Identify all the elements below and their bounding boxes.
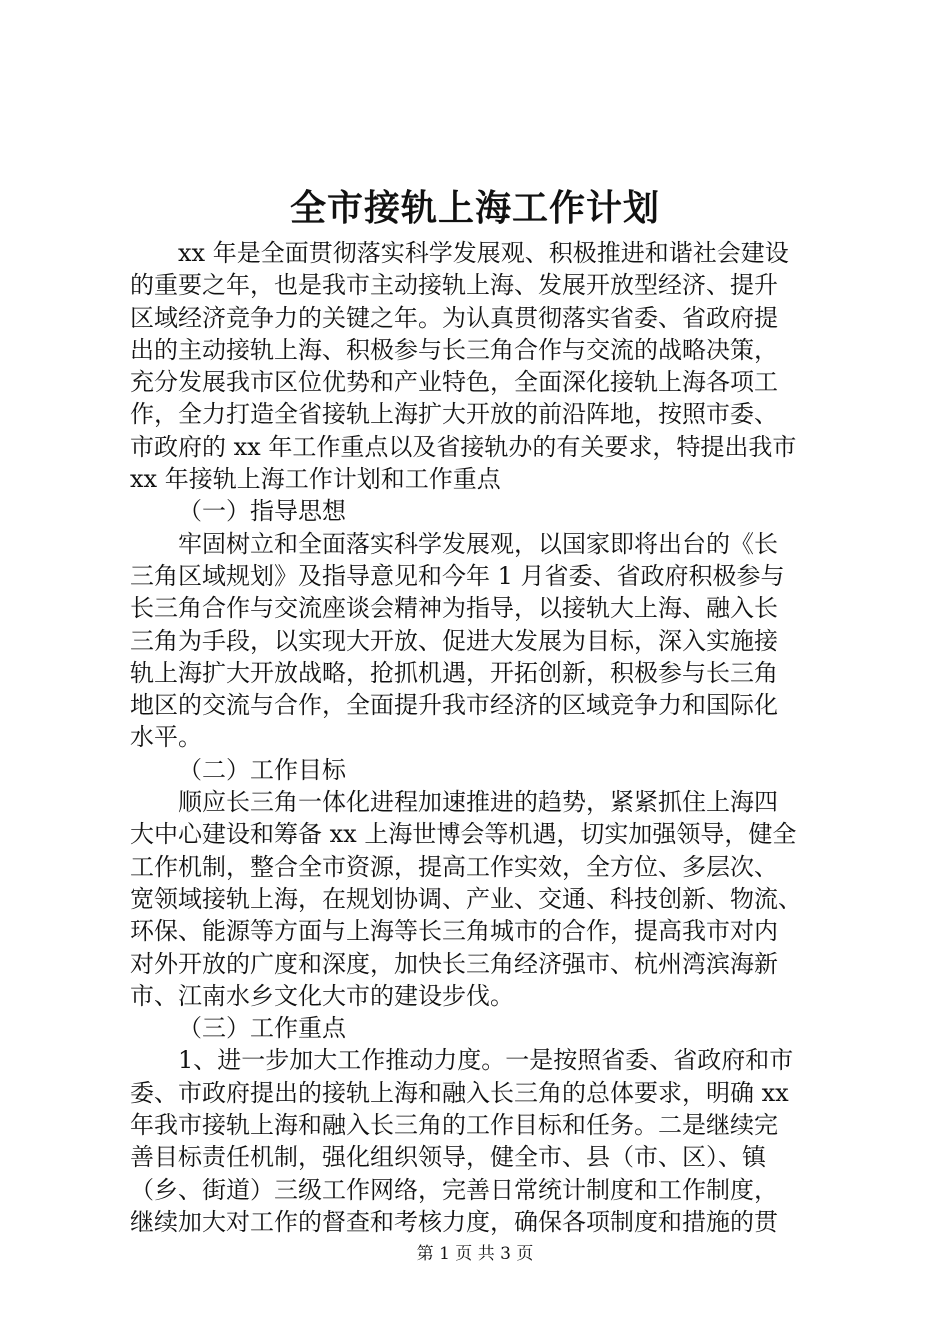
text-line: （乡、街道）三级工作网络，完善日常统计制度和工作制度， <box>130 1175 778 1204</box>
document-title: 全市接轨上海工作计划 <box>289 187 660 229</box>
text-line: （二）工作目标 <box>178 755 346 784</box>
text-line: 委、市政府提出的接轨上海和融入长三角的总体要求，明确 xx <box>130 1078 789 1107</box>
text-line: 区域经济竞争力的关键之年。为认真贯彻落实省委、省政府提 <box>130 303 778 332</box>
text-line: 市政府的 xx 年工作重点以及省接轨办的有关要求，特提出我市 <box>130 432 797 461</box>
text-line: 继续加大对工作的督查和考核力度，确保各项制度和措施的贯 <box>130 1207 778 1236</box>
text-line: 三角区域规划》及指导意见和今年 1 月省委、省政府积极参与 <box>130 561 785 590</box>
text-line: 牢固树立和全面落实科学发展观，以国家即将出台的《长 <box>178 529 778 558</box>
text-line: 作，全力打造全省接轨上海扩大开放的前沿阵地，按照市委、 <box>130 400 778 429</box>
text-line: 善目标责任机制，强化组织领导，健全市、县（市、区）、镇 <box>130 1143 766 1172</box>
text-line: 地区的交流与合作，全面提升我市经济的区域竞争力和国际化 <box>130 691 778 720</box>
text-line: 年我市接轨上海和融入长三角的工作目标和任务。二是继续完 <box>130 1111 778 1140</box>
text-line: 工作机制，整合全市资源，提高工作实效，全方位、多层次、 <box>130 852 778 881</box>
text-line: 对外开放的广度和深度，加快长三角经济强市、杭州湾滨海新 <box>130 949 778 978</box>
text-line: 轨上海扩大开放战略，抢抓机遇，开拓创新，积极参与长三角 <box>130 658 778 687</box>
text-line: 长三角合作与交流座谈会精神为指导，以接轨大上海、融入长 <box>130 594 778 623</box>
text-line: 的重要之年，也是我市主动接轨上海、发展开放型经济、提升 <box>130 271 778 300</box>
text-line: 顺应长三角一体化进程加速推进的趋势，紧紧抓住上海四 <box>178 788 778 817</box>
text-line: 出的主动接轨上海、积极参与长三角合作与交流的战略决策， <box>130 335 778 364</box>
text-line: （一）指导思想 <box>178 497 346 526</box>
text-line: 充分发展我市区位优势和产业特色，全面深化接轨上海各项工 <box>130 368 778 397</box>
text-line: 水平。 <box>130 723 202 752</box>
text-line: xx 年接轨上海工作计划和工作重点 <box>130 465 501 494</box>
text-line: xx 年是全面贯彻落实科学发展观、积极推进和谐社会建设 <box>178 239 789 267</box>
text-line: 市、江南水乡文化大市的建设步伐。 <box>130 981 514 1010</box>
text-line: 1、进一步加大工作推动力度。一是按照省委、省政府和市 <box>178 1046 794 1075</box>
text-line: 三角为手段，以实现大开放、促进大发展为目标，深入实施接 <box>130 626 778 655</box>
text-line: 环保、能源等方面与上海等长三角城市的合作，提高我市对内 <box>130 917 778 946</box>
text-line: （三）工作重点 <box>178 1014 346 1043</box>
document-body <box>130 237 830 1238</box>
text-line: 宽领域接轨上海，在规划协调、产业、交通、科技创新、物流、 <box>130 884 802 913</box>
text-line: 大中心建设和筹备 xx 上海世博会等机遇，切实加强领导，健全 <box>130 820 797 849</box>
page-footer: 第 1 页 共 3 页 <box>416 1244 534 1264</box>
